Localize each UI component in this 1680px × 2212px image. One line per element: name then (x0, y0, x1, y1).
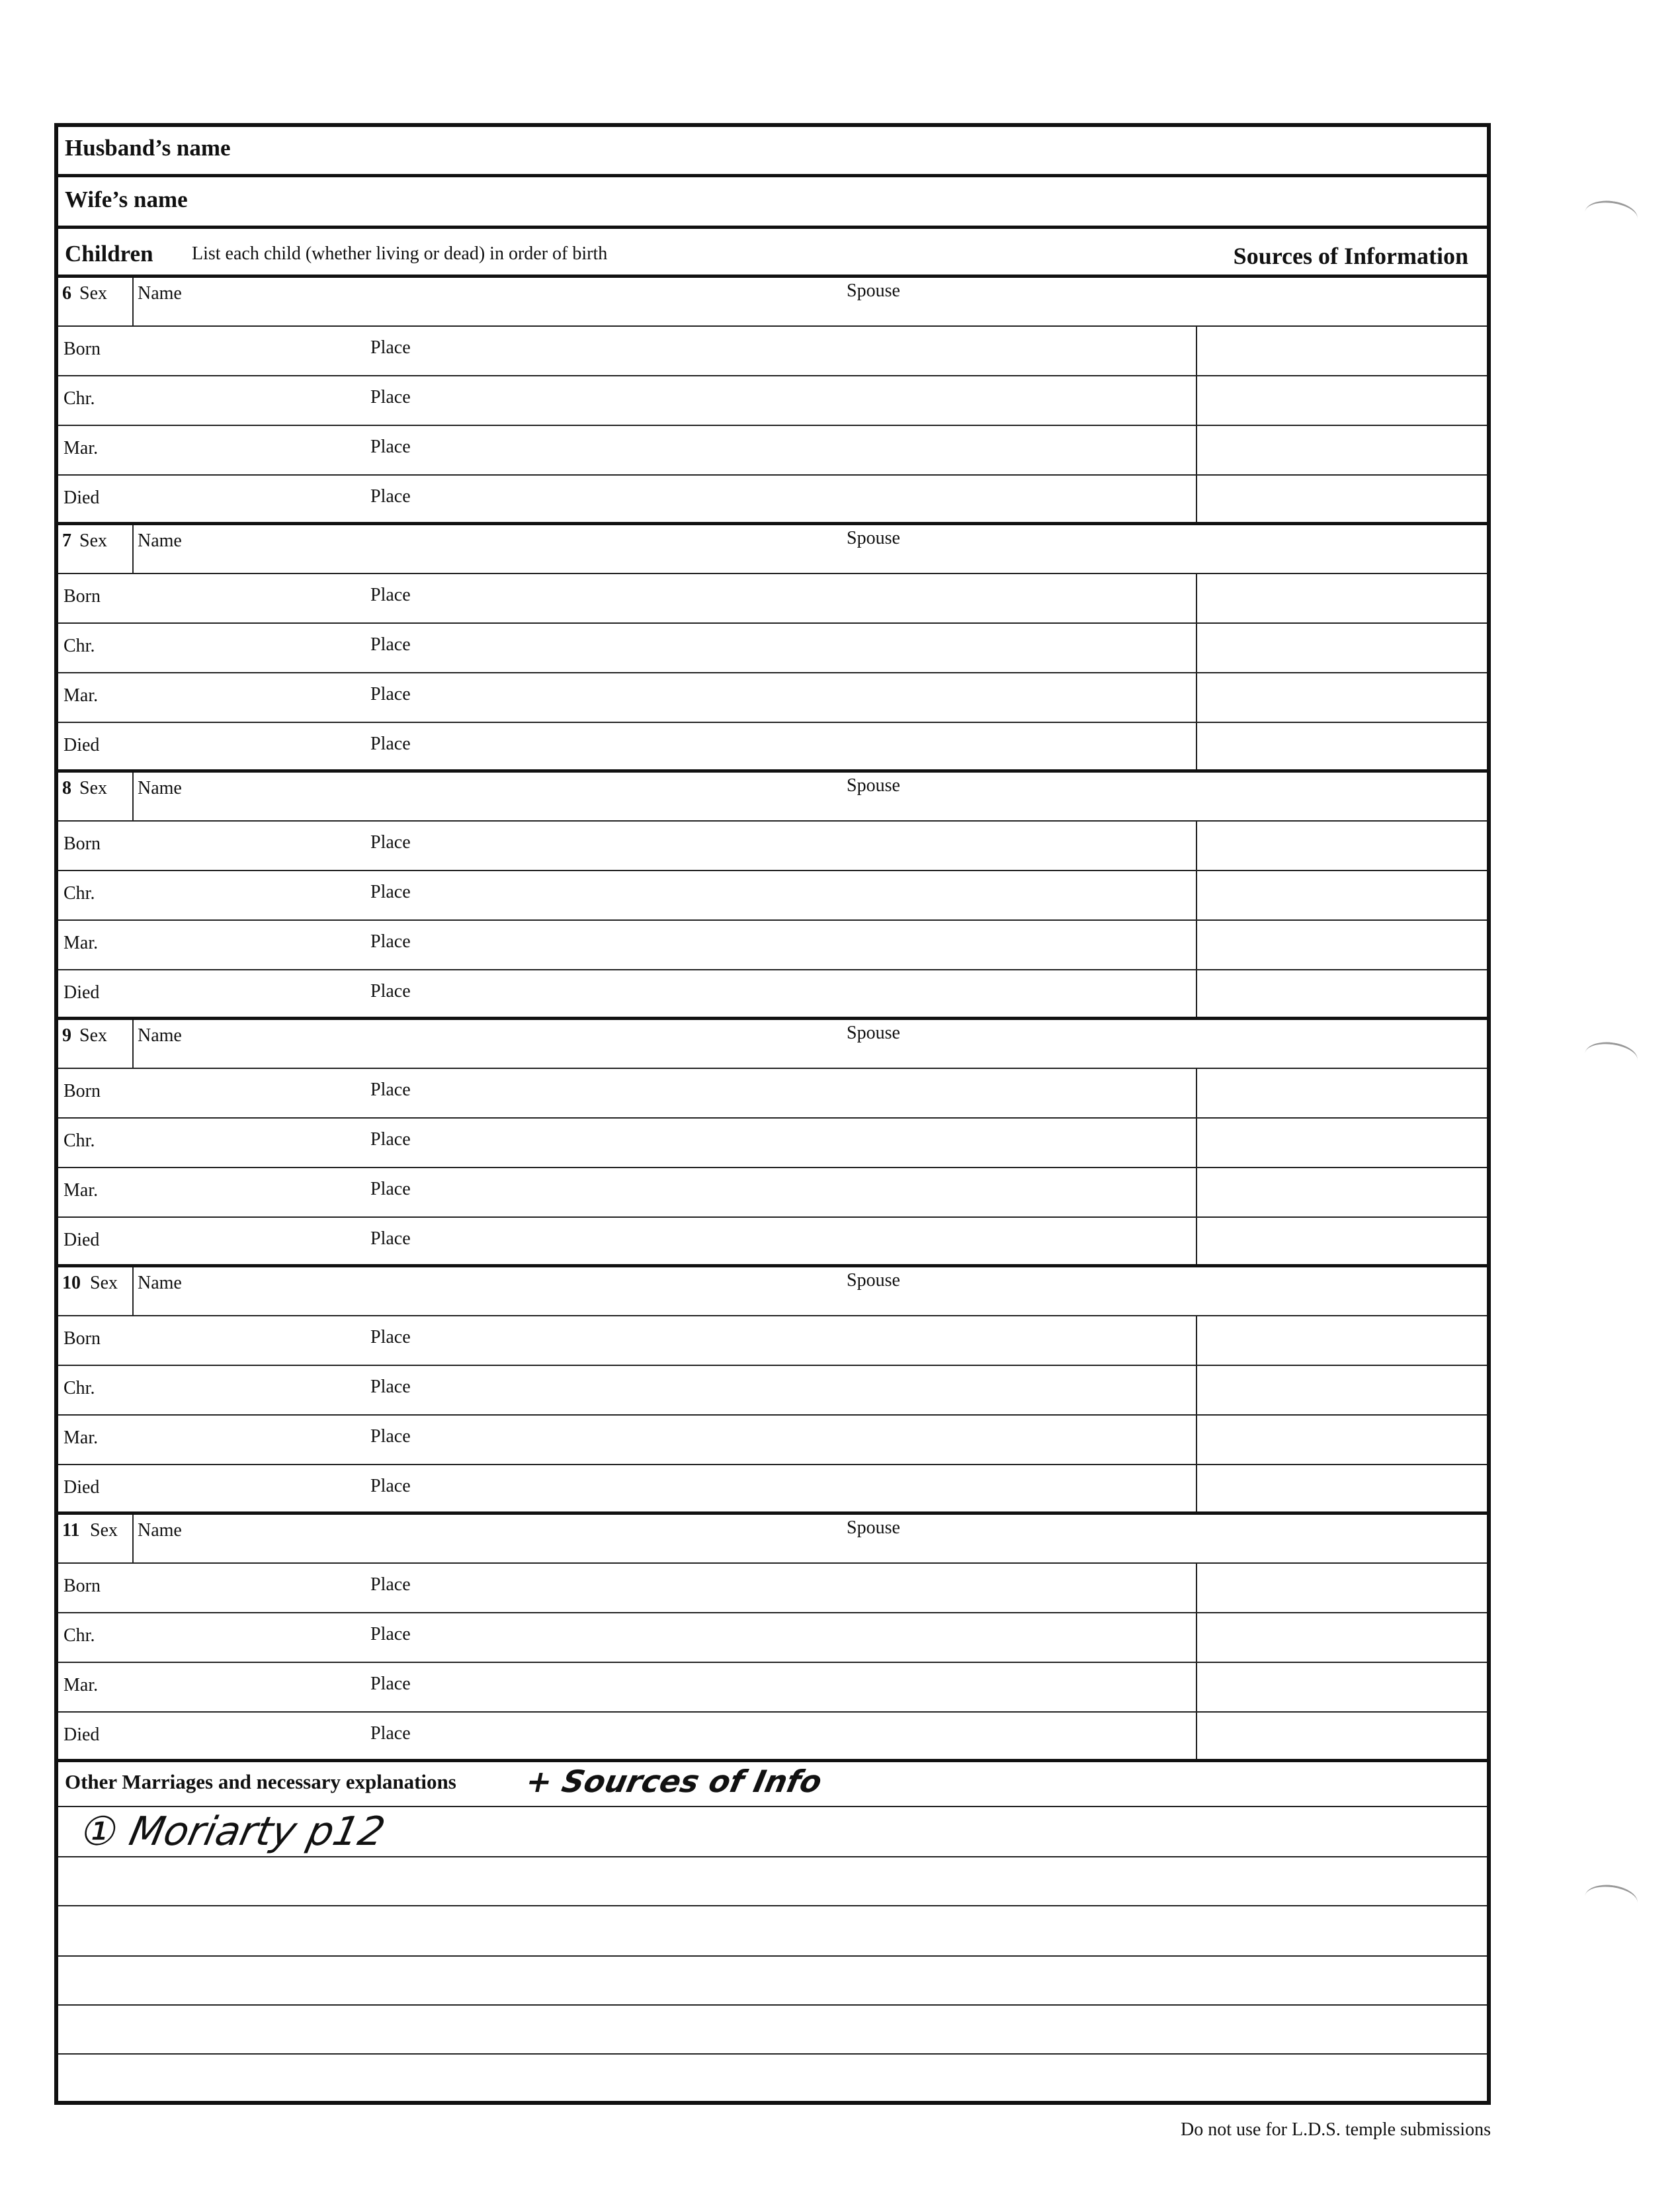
event-label: Born (63, 1328, 101, 1349)
place-label: Place (370, 1129, 411, 1150)
explanation-line-1[interactable] (58, 1807, 1487, 1857)
place-label: Place (370, 634, 411, 655)
sources-column-divider (1196, 1218, 1197, 1264)
sources-column-divider (1196, 1465, 1197, 1511)
sources-column-divider (1196, 723, 1197, 769)
sources-column-divider (1196, 1069, 1197, 1117)
sources-column-divider (1196, 1564, 1197, 1612)
sex-divider (132, 1020, 134, 1069)
place-label: Place (370, 337, 411, 358)
name-label: Name (138, 1273, 182, 1293)
sex-divider (132, 773, 134, 822)
child-number: 10 (62, 1273, 81, 1293)
event-label: Died (63, 1477, 100, 1498)
event-label: Chr. (63, 636, 95, 656)
children-instruction: List each child (whether living or dead) in order of birth (192, 243, 608, 264)
sex-label: Sex (90, 1520, 118, 1541)
spouse-label: Spouse (847, 528, 900, 548)
name-label: Name (138, 1025, 182, 1046)
event-label: Born (63, 833, 101, 854)
event-label: Died (63, 1724, 100, 1745)
place-label: Place (370, 1327, 411, 1347)
punch-hole-mark (1583, 1039, 1639, 1075)
child-11-event-row[interactable] (58, 1663, 1487, 1713)
event-label: Chr. (63, 1625, 95, 1646)
place-label: Place (370, 684, 411, 704)
family-group-sheet-form (54, 123, 1491, 2105)
event-label: Born (63, 339, 101, 359)
child-11-name-row[interactable] (58, 1515, 1487, 1564)
child-8-event-row[interactable] (58, 921, 1487, 970)
place-label: Place (370, 1624, 411, 1644)
child-7-event-row[interactable] (58, 574, 1487, 624)
sources-column-divider (1196, 476, 1197, 522)
husband-name-row[interactable] (58, 127, 1487, 177)
handwritten-sources-note: + Sources of Info (523, 1764, 825, 1799)
child-number: 7 (62, 531, 71, 551)
child-8-name-row[interactable] (58, 773, 1487, 822)
child-number: 11 (62, 1520, 80, 1541)
footer-note: Do not use for L.D.S. temple submissions (1181, 2119, 1491, 2140)
event-label: Mar. (63, 685, 99, 706)
children-label: Children (65, 241, 153, 267)
wife-name-row[interactable] (58, 177, 1487, 229)
explanation-line-5[interactable] (58, 2006, 1487, 2055)
place-label: Place (370, 1080, 411, 1100)
sources-of-information-label: Sources of Information (1233, 243, 1468, 269)
child-9-name-row[interactable] (58, 1020, 1487, 1069)
place-label: Place (370, 1574, 411, 1595)
explanation-line-2[interactable] (58, 1857, 1487, 1906)
place-label: Place (370, 1377, 411, 1397)
other-marriages-label: Other Marriages and necessary explanations (65, 1770, 456, 1793)
place-label: Place (370, 585, 411, 605)
sex-divider (132, 525, 134, 574)
event-label: Died (63, 488, 100, 508)
place-label: Place (370, 882, 411, 902)
sex-divider (132, 1515, 134, 1564)
sources-column-divider (1196, 1713, 1197, 1759)
sex-label: Sex (79, 531, 107, 551)
sources-column-divider (1196, 1316, 1197, 1365)
child-6-event-row[interactable] (58, 476, 1487, 525)
child-9-event-row[interactable] (58, 1119, 1487, 1168)
child-number: 8 (62, 778, 71, 798)
sex-label: Sex (79, 1025, 107, 1046)
child-7-event-row[interactable] (58, 624, 1487, 673)
sources-column-divider (1196, 871, 1197, 919)
wife-name-label: Wife’s name (65, 187, 188, 212)
event-label: Born (63, 1576, 101, 1596)
child-number: 9 (62, 1025, 71, 1046)
place-label: Place (370, 1674, 411, 1694)
sources-column-divider (1196, 574, 1197, 622)
sex-label: Sex (79, 283, 107, 304)
event-label: Chr. (63, 1130, 95, 1151)
place-label: Place (370, 1179, 411, 1199)
sources-column-divider (1196, 1168, 1197, 1216)
place-label: Place (370, 1228, 411, 1249)
spouse-label: Spouse (847, 1270, 900, 1291)
sex-label: Sex (90, 1273, 118, 1293)
child-10-event-row[interactable] (58, 1416, 1487, 1465)
place-label: Place (370, 931, 411, 952)
sources-column-divider (1196, 426, 1197, 474)
sex-label: Sex (79, 778, 107, 798)
child-11-event-row[interactable] (58, 1564, 1487, 1613)
sources-column-divider (1196, 1366, 1197, 1414)
sex-divider (132, 1267, 134, 1316)
event-label: Mar. (63, 1180, 99, 1201)
event-label: Died (63, 735, 100, 755)
spouse-label: Spouse (847, 1023, 900, 1043)
event-label: Chr. (63, 1378, 95, 1398)
place-label: Place (370, 981, 411, 1001)
event-label: Died (63, 1230, 100, 1250)
event-label: Born (63, 1081, 101, 1101)
place-label: Place (370, 832, 411, 853)
sources-column-divider (1196, 921, 1197, 969)
child-9-event-row[interactable] (58, 1168, 1487, 1218)
sex-divider (132, 278, 134, 327)
punch-hole-mark (1583, 1882, 1639, 1918)
sources-column-divider (1196, 970, 1197, 1017)
place-label: Place (370, 734, 411, 754)
explanation-line-3[interactable] (58, 1906, 1487, 1957)
child-10-event-row[interactable] (58, 1465, 1487, 1515)
event-label: Born (63, 586, 101, 607)
sources-column-divider (1196, 327, 1197, 375)
name-label: Name (138, 531, 182, 551)
sources-column-divider (1196, 376, 1197, 425)
child-number: 6 (62, 283, 71, 304)
place-label: Place (370, 437, 411, 457)
child-10-event-row[interactable] (58, 1366, 1487, 1416)
child-7-event-row[interactable] (58, 673, 1487, 723)
name-label: Name (138, 283, 182, 304)
child-10-event-row[interactable] (58, 1316, 1487, 1366)
child-11-event-row[interactable] (58, 1613, 1487, 1663)
child-6-name-row[interactable] (58, 278, 1487, 327)
place-label: Place (370, 486, 411, 507)
child-6-event-row[interactable] (58, 327, 1487, 376)
event-label: Mar. (63, 933, 99, 953)
explanation-line-4[interactable] (58, 1957, 1487, 2006)
sources-column-divider (1196, 1416, 1197, 1464)
child-8-event-row[interactable] (58, 822, 1487, 871)
child-10-name-row[interactable] (58, 1267, 1487, 1316)
sources-column-divider (1196, 822, 1197, 870)
child-11-event-row[interactable] (58, 1713, 1487, 1762)
child-7-name-row[interactable] (58, 525, 1487, 574)
event-label: Chr. (63, 388, 95, 409)
spouse-label: Spouse (847, 775, 900, 796)
sources-column-divider (1196, 1613, 1197, 1662)
child-6-event-row[interactable] (58, 426, 1487, 476)
place-label: Place (370, 1723, 411, 1744)
place-label: Place (370, 1426, 411, 1447)
sources-column-divider (1196, 624, 1197, 672)
name-label: Name (138, 778, 182, 798)
place-label: Place (370, 1476, 411, 1496)
sources-column-divider (1196, 1119, 1197, 1167)
child-6-event-row[interactable] (58, 376, 1487, 426)
child-8-event-row[interactable] (58, 871, 1487, 921)
handwritten-moriarty-note: ① Moriarty p12 (77, 1808, 390, 1855)
sources-column-divider (1196, 673, 1197, 722)
sources-column-divider (1196, 1663, 1197, 1711)
child-7-event-row[interactable] (58, 723, 1487, 773)
event-label: Mar. (63, 438, 99, 458)
children-header-row (58, 229, 1487, 278)
child-9-event-row[interactable] (58, 1069, 1487, 1119)
place-label: Place (370, 387, 411, 407)
event-label: Mar. (63, 1427, 99, 1448)
event-label: Chr. (63, 883, 95, 904)
event-label: Mar. (63, 1675, 99, 1695)
event-label: Died (63, 982, 100, 1003)
spouse-label: Spouse (847, 280, 900, 301)
child-8-event-row[interactable] (58, 970, 1487, 1020)
name-label: Name (138, 1520, 182, 1541)
other-marriages-row[interactable] (58, 1761, 1487, 1807)
husband-name-label: Husband’s name (65, 135, 231, 161)
explanation-line-6[interactable] (58, 2055, 1487, 2105)
spouse-label: Spouse (847, 1517, 900, 1538)
punch-hole-mark (1583, 198, 1639, 234)
child-9-event-row[interactable] (58, 1218, 1487, 1267)
